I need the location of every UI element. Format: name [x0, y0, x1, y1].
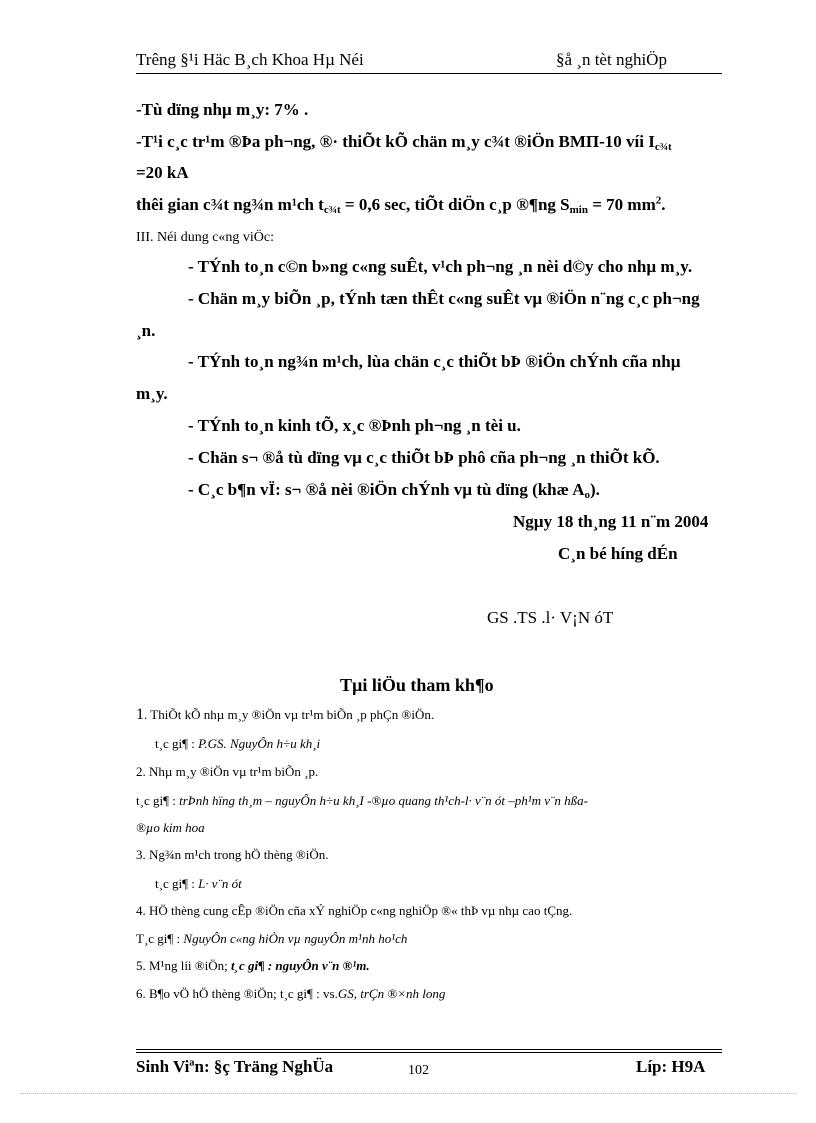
ref-4: 4. HÖ thèng cung cÊp ®iÖn cña xÝ nghiÖp c«ng nghiÖp ®« thÞ vµ nhµ cao tÇng. — [136, 903, 573, 918]
line-time-a: thêi gian c¾t ng¾n m¹ch t — [136, 195, 324, 214]
task-5: - Chän s¬ ®å tù dïng vµ c¸c thiÕt bÞ phô cña ph¬ng ¸n thiÕt kÕ. — [188, 448, 660, 467]
footer-rule-bottom — [136, 1052, 722, 1053]
ref-1-author-label: t¸c gi¶ : — [155, 736, 199, 751]
ref-6-text: 6. B¶o vÖ hÖ thèng ®iÖn; t¸c gi¶ : vs. — [136, 986, 338, 1001]
ref-2: 2. Nhµ m¸y ®iÖn vµ tr¹m biÕn ¸p. — [136, 764, 319, 779]
header-title: §å ¸n tèt nghiÖp — [556, 50, 667, 69]
ref-1-author — [155, 736, 320, 752]
line-time-b: = 0,6 sec, tiÕt diÖn c¸p ®¶ng S — [340, 195, 570, 214]
ref-4-author-name: NguyÔn c«ng hiÒn vµ nguyÔn m¹nh ho¹ch — [183, 931, 408, 946]
line-time-sub1: c¾t — [323, 204, 341, 216]
date-line: Ngµy 18 th¸ng 11 n¨m 2004 — [513, 512, 709, 531]
ref-3-author-label: t¸c gi¶ : — [155, 876, 199, 891]
references-title: Tµi liÖu tham kh¶o — [340, 675, 494, 695]
ref-2-author-label: t¸c gi¶ : — [136, 793, 180, 808]
ref-1-num: 1 — [136, 706, 144, 723]
ref-1 — [136, 706, 434, 724]
ref-2-author-name: trÞnh hïng th¸m – nguyÔn h÷u kh¸I -®µo quang th¹ch-l· v¨n ót –ph¹m v¨n hßa- — [179, 793, 588, 808]
ref-5-text: 5. M¹ng líi ®iÖn; — [136, 958, 232, 973]
ref-2-author-cont: ®µo kim hoa — [136, 820, 205, 835]
section-heading: III. Néi dung c«ng viÖc: — [136, 230, 275, 245]
line-time-d: . — [661, 195, 666, 214]
ref-4-author-label: T¸c gi¶ : — [136, 931, 184, 946]
ref-1-text: . ThiÕt kÕ nhµ m¸y ®iÖn vµ tr¹m biÕn ¸p phÇn ®iÖn. — [144, 707, 435, 722]
task-2-cont: ¸n. — [136, 321, 156, 340]
supervisor-title: C¸n bé híng dÉn — [558, 544, 678, 563]
header-rule — [136, 73, 722, 74]
line-time-sub2: min — [569, 204, 588, 216]
line-current: =20 kA — [136, 163, 189, 182]
ref-5 — [136, 958, 370, 974]
line-breaker-text: -T¹i c¸c tr¹m ®Þa ph¬ng, ®· thiÕt kÕ chän m¸y c¾t ®iÖn BMП-10 víi I — [136, 132, 655, 151]
line-breaker-sub: c¾t — [654, 141, 672, 153]
task-3: - TÝnh to¸n ng¾n m¹ch, lùa chän c¸c thiÕt bÞ ®iÖn chÝnh cña nhµ — [188, 352, 681, 371]
header-school: Trêng §¹i Häc B¸ch Khoa Hµ Néi — [136, 50, 364, 69]
ref-5-author: t¸c gi¶ : nguyÔn v¨n ®¹m. — [231, 958, 370, 973]
ref-6 — [136, 986, 445, 1002]
footer-rule-top — [136, 1049, 722, 1050]
ref-4-author — [136, 931, 407, 947]
line-self-use: -Tù dïng nhµ m¸y: 7% . — [136, 100, 309, 119]
ref-3: 3. Ng¾n m¹ch trong hÖ thèng ®iÖn. — [136, 847, 329, 862]
footer-class: Líp: H9A — [636, 1057, 706, 1076]
task-2: - Chän m¸y biÕn ¸p, tÝnh tæn thÊt c«ng suÊt vµ ®iÖn n¨ng c¸c ph¬ng — [188, 289, 700, 308]
line-breaker — [136, 132, 672, 152]
task-6 — [188, 480, 600, 500]
page-number: 102 — [408, 1063, 429, 1078]
ref-1-author-name: P.GS. NguyÔn h÷u kh¸i — [198, 736, 321, 751]
task-6-text: - C¸c b¶n vÏ: s¬ ®å nèi ®iÖn chÝnh vµ tù dïng (khæ A — [188, 480, 585, 499]
ref-6-author: GS, trÇn ®×nh long — [337, 986, 446, 1001]
ref-3-author-name: L· v¨n ót — [198, 876, 242, 891]
task-1: - TÝnh to¸n c©n b»ng c«ng suÊt, v¹ch ph¬ng ¸n nèi d©y cho nhµ m¸y. — [188, 257, 693, 276]
task-6-sub: o — [584, 489, 591, 501]
task-4: - TÝnh to¸n kinh tÕ, x¸c ®Þnh ph¬ng ¸n tèi u. — [188, 416, 521, 435]
footer-student: Sinh Viªn: §ç Träng NghÜa — [136, 1057, 334, 1076]
ref-2-author — [136, 793, 588, 809]
line-time — [136, 195, 665, 215]
ref-3-author — [155, 876, 242, 892]
task-3-cont: m¸y. — [136, 384, 168, 403]
line-time-sup: 2 — [655, 194, 662, 207]
page-edge — [20, 1093, 796, 1094]
task-6-end: ). — [590, 480, 600, 499]
supervisor-name: GS .TS .l· V¡N óT — [487, 608, 614, 627]
line-time-c: = 70 mm — [587, 195, 656, 214]
